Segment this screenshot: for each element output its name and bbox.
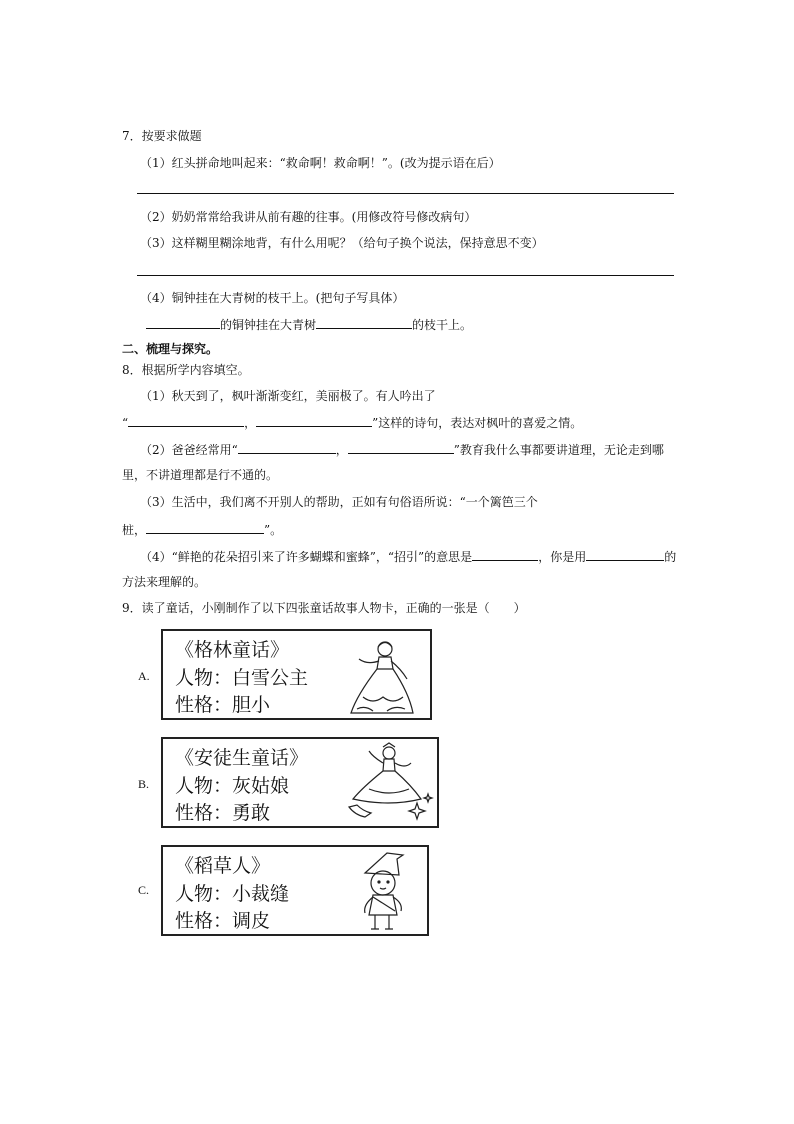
option-b-label[interactable]: B. bbox=[138, 777, 150, 791]
q8-p2-tail: ”教育我什么事都要讲道理，无论走到哪 bbox=[453, 443, 664, 457]
q8-p1-tail: ”这样的诗句，表达对枫叶的喜爱之情。 bbox=[372, 416, 583, 430]
card-book-title: 《稻草人》 bbox=[175, 855, 271, 877]
option-a-label[interactable]: A. bbox=[138, 669, 150, 683]
q8-p2-line2: 里，不讲道理都是行不通的。 bbox=[122, 468, 279, 482]
little-tailor-icon bbox=[351, 849, 421, 935]
card-trait: 性格：调皮 bbox=[175, 910, 271, 932]
q8-title: 8．根据所学内容填空。 bbox=[122, 363, 250, 377]
q8-p4-mid: ，你是用 bbox=[538, 550, 587, 564]
q7-fill-text-b: 的枝干上。 bbox=[412, 318, 473, 332]
q8-p4-line2: 方法来理解的。 bbox=[122, 575, 207, 589]
card-trait: 性格：胆小 bbox=[175, 694, 271, 716]
snow-white-icon bbox=[343, 635, 423, 717]
q7-answer-line-3[interactable] bbox=[137, 275, 674, 276]
q8-p3-tail: ”。 bbox=[264, 523, 283, 537]
q7-title: 7．按要求做题 bbox=[122, 129, 202, 143]
q8-p3-head: 桩， bbox=[122, 523, 147, 537]
q7-blank-b[interactable] bbox=[316, 316, 412, 329]
q8-blank-2a[interactable] bbox=[238, 441, 336, 454]
option-c-card[interactable] bbox=[161, 845, 429, 936]
q8-p2-line1 bbox=[140, 441, 664, 458]
q8-p2-head: （2）爸爸经常用“ bbox=[140, 443, 238, 457]
q7-blank-a[interactable] bbox=[146, 316, 220, 329]
q7-item-1: （1）红头拼命地叫起来：“救命啊！救命啊！”。(改为提示语在后） bbox=[140, 156, 501, 170]
option-b-card[interactable] bbox=[161, 737, 439, 828]
option-c-label[interactable]: C. bbox=[138, 883, 150, 897]
card-person: 人物：白雪公主 bbox=[175, 667, 309, 689]
q8-blank-1b[interactable] bbox=[256, 414, 372, 427]
section-heading: 二、梳理与探究。 bbox=[122, 342, 219, 356]
q7-answer-line-1[interactable] bbox=[137, 193, 674, 194]
option-a-card[interactable] bbox=[161, 629, 432, 720]
q8-p1-line2 bbox=[122, 414, 582, 431]
open-quote: “ bbox=[122, 416, 129, 430]
q8-blank-4b[interactable] bbox=[586, 548, 664, 561]
card-book-title: 《安徒生童话》 bbox=[175, 747, 309, 769]
card-person: 人物：小裁缝 bbox=[175, 883, 290, 905]
q8-p4-head: （4）“鲜艳的花朵招引来了许多蝴蝶和蜜蜂”，“招引”的意思是 bbox=[140, 550, 473, 564]
q8-p4-tail: 的 bbox=[664, 550, 677, 564]
q8-blank-1a[interactable] bbox=[128, 414, 244, 427]
q9-title: 9．读了童话，小刚制作了以下四张童话故事人物卡，正确的一张是（ ） bbox=[122, 601, 526, 615]
q8-p3-line2 bbox=[122, 521, 282, 538]
q8-p1-line1: （1）秋天到了，枫叶渐渐变红，美丽极了。有人吟出了 bbox=[140, 389, 436, 403]
q8-blank-3[interactable] bbox=[146, 521, 264, 534]
q8-p4-line1 bbox=[140, 548, 676, 565]
card-person: 人物：灰姑娘 bbox=[175, 775, 290, 797]
comma: ， bbox=[244, 416, 257, 430]
comma: ， bbox=[335, 443, 348, 457]
q7-fill-text-a: 的铜钟挂在大青树 bbox=[220, 318, 317, 332]
q7-item-2: （2）奶奶常常给我讲从前有趣的往事。(用修改符号修改病句） bbox=[140, 210, 477, 224]
cinderella-icon bbox=[339, 741, 435, 825]
q8-p3-line1: （3）生活中，我们离不开别人的帮助，正如有句俗语所说：“一个篱笆三个 bbox=[140, 495, 538, 509]
q7-item-4-fill bbox=[146, 316, 472, 333]
q7-item-4: （4）铜钟挂在大青树的枝干上。(把句子写具体） bbox=[140, 291, 405, 305]
q8-blank-4a[interactable] bbox=[472, 548, 538, 561]
q8-blank-2b[interactable] bbox=[348, 441, 454, 454]
card-book-title: 《格林童话》 bbox=[175, 639, 290, 661]
q7-item-3: （3）这样糊里糊涂地背，有什么用呢？（给句子换个说法，保持意思不变） bbox=[140, 236, 544, 250]
card-trait: 性格：勇敢 bbox=[175, 802, 271, 824]
